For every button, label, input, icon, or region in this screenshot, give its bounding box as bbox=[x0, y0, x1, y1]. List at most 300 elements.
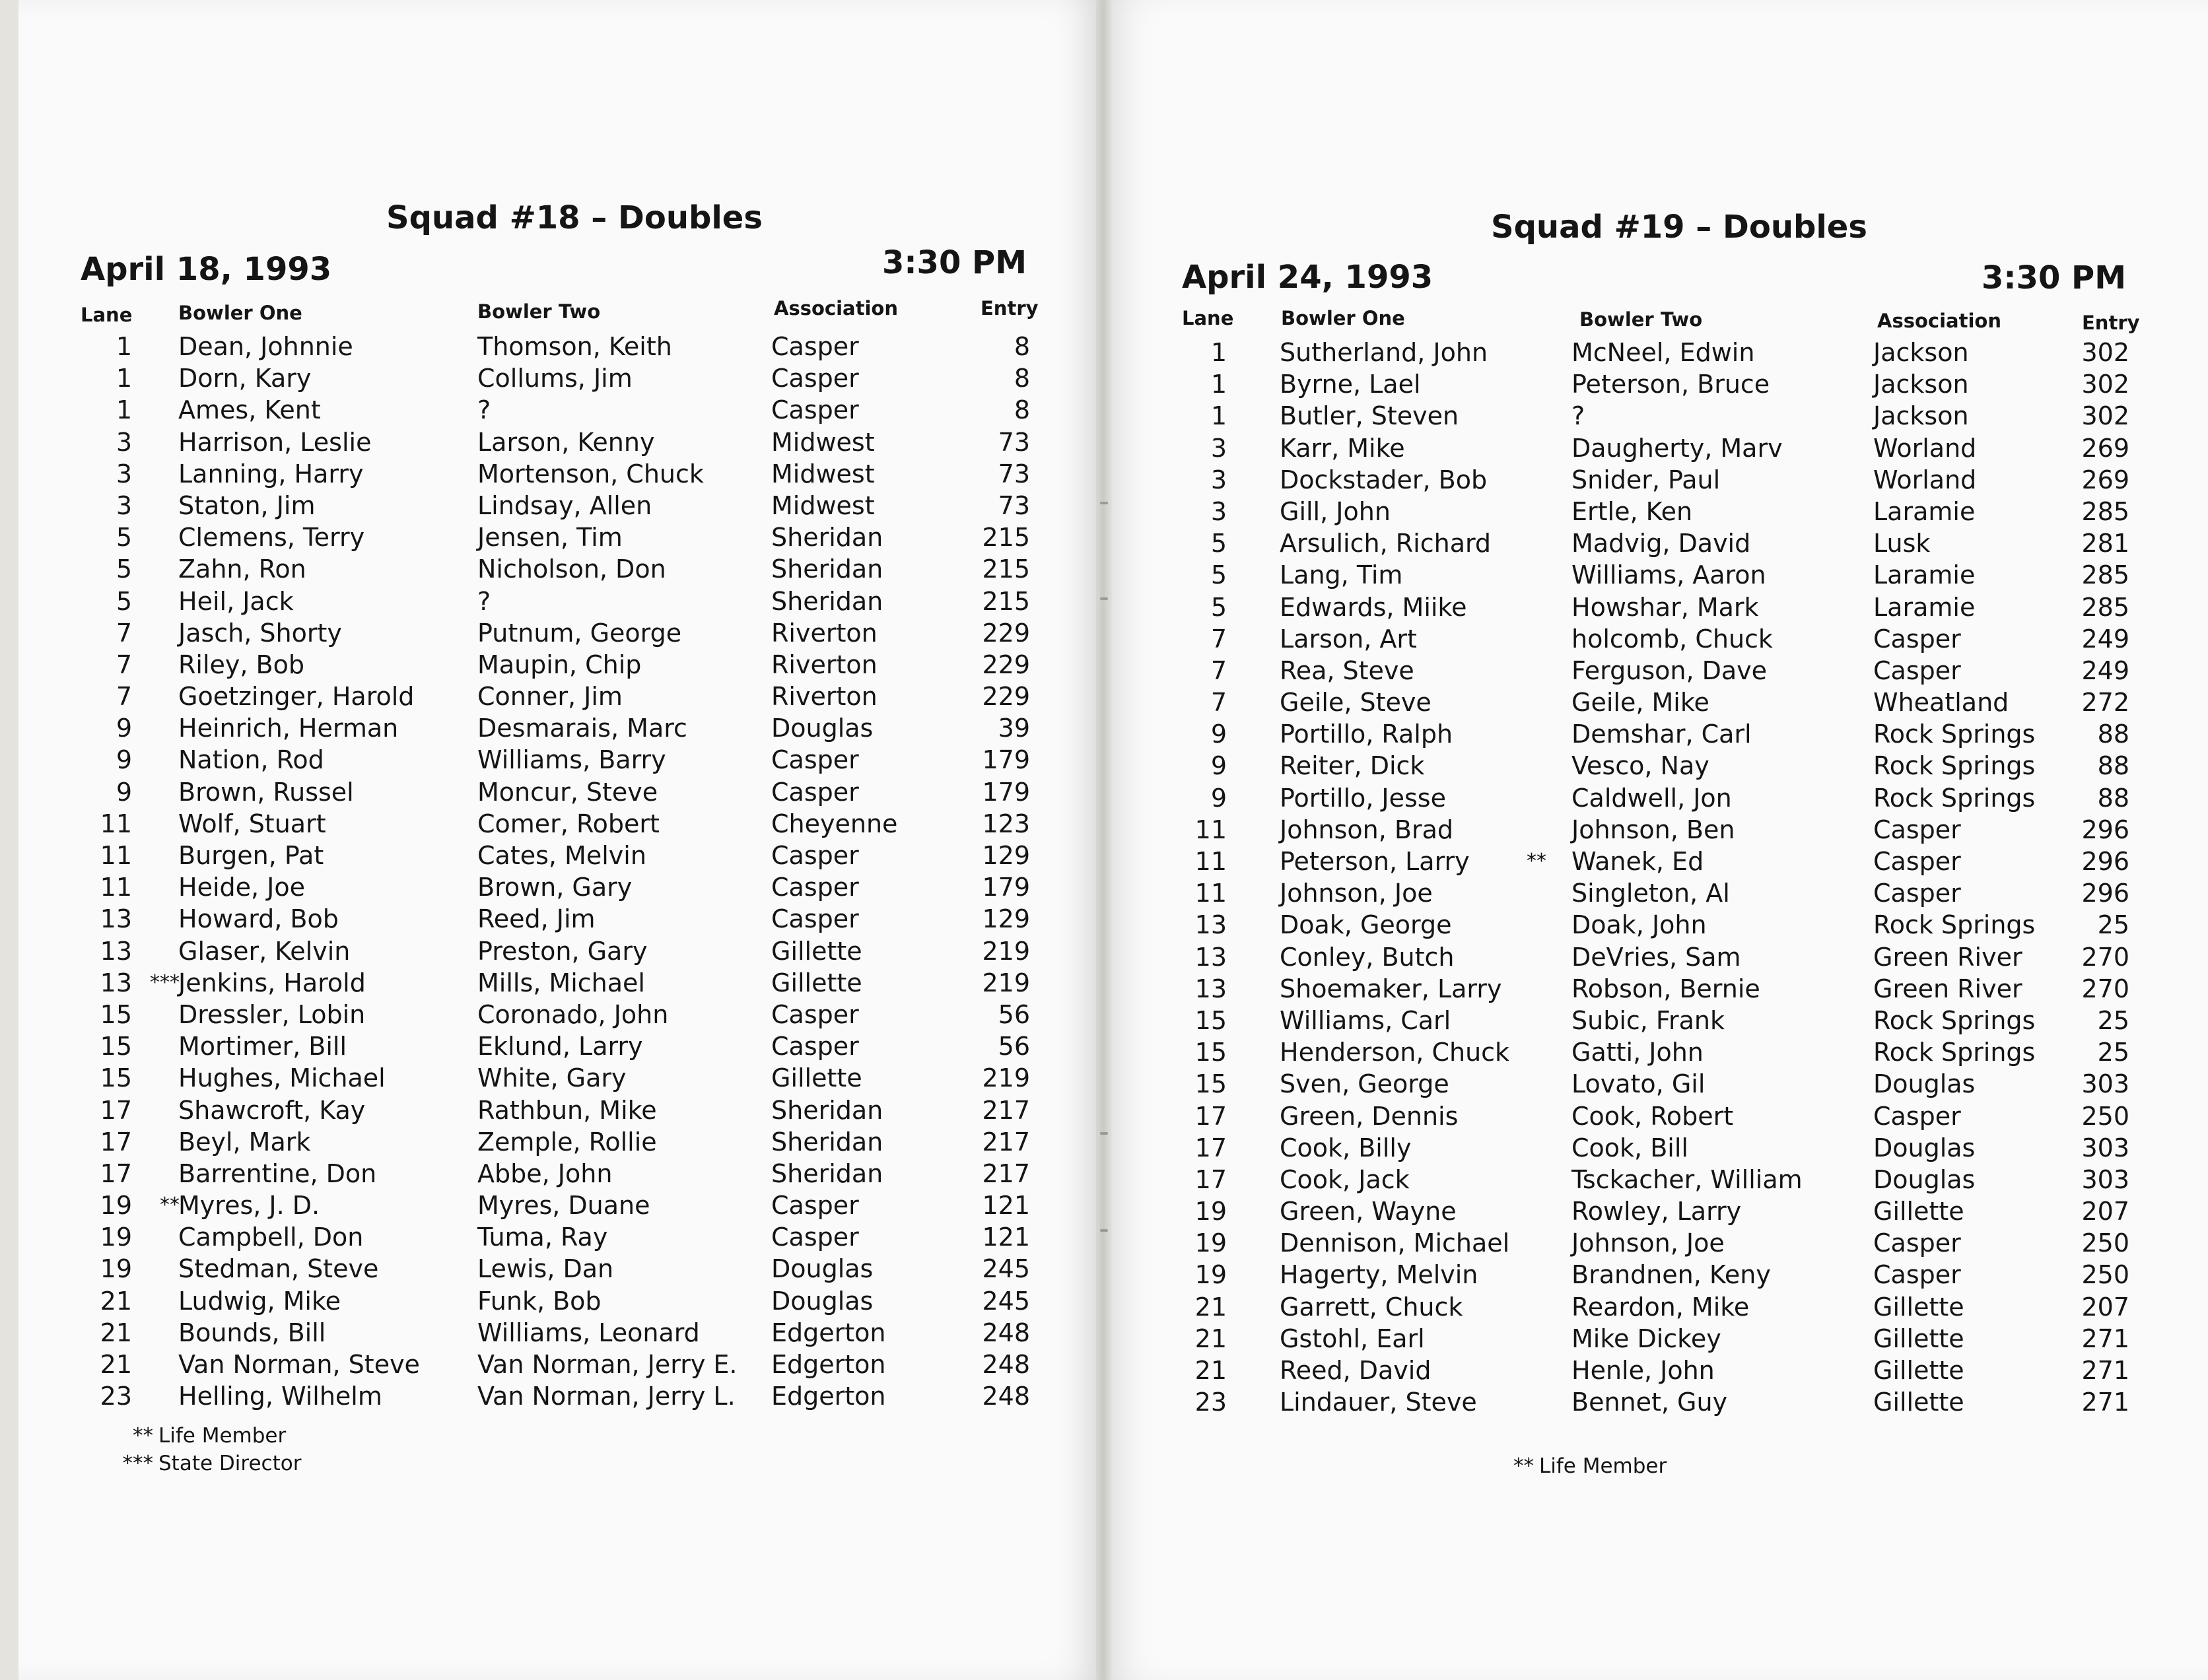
table-row bbox=[0, 1102, 2208, 1133]
bowler-two: Van Norman, Jerry L. bbox=[477, 1382, 736, 1411]
association: Rock Springs bbox=[1873, 751, 2036, 781]
bowler-two: Nicholson, Don bbox=[477, 554, 666, 584]
entry-number: 217 bbox=[982, 1127, 1030, 1157]
lane-number: 13 bbox=[100, 968, 132, 997]
association: Douglas bbox=[1873, 1069, 1976, 1099]
entry-number: 272 bbox=[2081, 688, 2129, 718]
bowler-two: Wanek, Ed bbox=[1571, 847, 1704, 876]
bowler-one: Clemens, Terry bbox=[178, 523, 365, 553]
entry-number: 296 bbox=[2081, 879, 2129, 908]
header-entry: Entry bbox=[2082, 312, 2140, 334]
entry-number: 25 bbox=[2097, 910, 2129, 940]
entry-number: 269 bbox=[2081, 465, 2129, 494]
association: Midwest bbox=[771, 427, 875, 457]
association: Lusk bbox=[1873, 529, 1931, 558]
table-row bbox=[0, 529, 2208, 560]
table-row bbox=[0, 879, 2208, 910]
table-row bbox=[0, 1356, 2208, 1388]
bowler-one: Dennison, Michael bbox=[1280, 1228, 1510, 1258]
table-row bbox=[0, 688, 2208, 720]
footnote-mark: ** bbox=[133, 1424, 153, 1448]
bowler-one: Brown, Russel bbox=[178, 777, 354, 807]
bowler-two: Cook, Robert bbox=[1571, 1101, 1734, 1131]
lane-number: 13 bbox=[100, 936, 132, 966]
lane-number: 15 bbox=[100, 1063, 132, 1093]
bowler-one: Dressler, Lobin bbox=[178, 999, 366, 1029]
association: Jackson bbox=[1873, 401, 1969, 431]
bowler-one: Nation, Rod bbox=[178, 745, 324, 775]
entry-number: 56 bbox=[998, 1032, 1030, 1061]
header-bowler-two: Bowler Two bbox=[477, 300, 601, 323]
bowler-one: Dean, Johnnie bbox=[178, 332, 353, 361]
bowler-one: Garrett, Chuck bbox=[1280, 1292, 1463, 1322]
association: Worland bbox=[1873, 433, 1977, 463]
lane-number: 3 bbox=[1210, 465, 1227, 494]
bowler-one: Helling, Wilhelm bbox=[178, 1382, 382, 1411]
entry-number: 121 bbox=[982, 1223, 1030, 1252]
bowler-two: Singleton, Al bbox=[1571, 879, 1730, 908]
bowler-one: Shawcroft, Kay bbox=[178, 1095, 366, 1125]
entry-number: 303 bbox=[2081, 1069, 2129, 1099]
bowler-two: Preston, Gary bbox=[477, 936, 648, 966]
lane-number: 11 bbox=[100, 873, 132, 902]
squad-date: April 18, 1993 bbox=[81, 251, 332, 288]
association: Worland bbox=[1873, 465, 1977, 494]
entry-number: 215 bbox=[982, 554, 1030, 584]
lane-number: 21 bbox=[1194, 1356, 1227, 1385]
lane-number: 21 bbox=[100, 1350, 132, 1379]
bowler-two: Lewis, Dan bbox=[477, 1254, 614, 1284]
entry-number: 219 bbox=[982, 968, 1030, 997]
lane-number: 19 bbox=[1194, 1260, 1227, 1290]
association: Green River bbox=[1873, 974, 2022, 1003]
lane-number: 9 bbox=[1210, 783, 1227, 813]
association: Douglas bbox=[771, 1254, 874, 1284]
entry-number: 302 bbox=[2081, 401, 2129, 431]
table-row bbox=[0, 1260, 2208, 1292]
entry-number: 179 bbox=[982, 873, 1030, 902]
bowler-one: Ames, Kent bbox=[178, 395, 321, 425]
bowler-two: Mike Dickey bbox=[1571, 1324, 1721, 1353]
table-row bbox=[0, 465, 2208, 497]
lane-number: 15 bbox=[1194, 1005, 1227, 1035]
entry-number: 217 bbox=[982, 1095, 1030, 1125]
lane-number: 19 bbox=[100, 1223, 132, 1252]
entry-number: 303 bbox=[2081, 1164, 2129, 1194]
lane-number: 13 bbox=[1194, 974, 1227, 1003]
bowler-one: Johnson, Brad bbox=[1280, 815, 1454, 844]
bowler-two: Bennet, Guy bbox=[1571, 1388, 1728, 1417]
bowler-one: Sven, George bbox=[1280, 1069, 1449, 1099]
association: Riverton bbox=[771, 682, 878, 712]
association: Casper bbox=[771, 999, 859, 1029]
bowler-one: Heinrich, Herman bbox=[178, 714, 399, 743]
header-association: Association bbox=[1877, 310, 2001, 332]
bowler-one: Portillo, Jesse bbox=[1280, 783, 1446, 813]
entry-number: 296 bbox=[2081, 815, 2129, 844]
bowler-one: Conley, Butch bbox=[1280, 942, 1455, 972]
lane-number: 13 bbox=[100, 904, 132, 934]
bowler-one: Green, Wayne bbox=[1280, 1197, 1457, 1226]
entry-number: 270 bbox=[2081, 942, 2129, 972]
bowler-two: Vesco, Nay bbox=[1571, 751, 1709, 781]
bowler-two: Comer, Robert bbox=[477, 809, 660, 838]
entry-number: 8 bbox=[1014, 332, 1030, 361]
bowler-table bbox=[0, 338, 2208, 1419]
association: Casper bbox=[771, 395, 859, 425]
bowler-two: Van Norman, Jerry E. bbox=[477, 1350, 738, 1379]
footnotes bbox=[1494, 1454, 1667, 1482]
bowler-one: Myres, J. D. bbox=[178, 1191, 320, 1221]
association: Sheridan bbox=[771, 1159, 883, 1188]
bowler-one: Doak, George bbox=[1280, 910, 1452, 940]
lane-number: 21 bbox=[100, 1318, 132, 1347]
entry-number: 248 bbox=[982, 1350, 1030, 1379]
association: Casper bbox=[1873, 624, 1961, 654]
entry-number: 73 bbox=[998, 490, 1030, 520]
entry-number: 271 bbox=[2081, 1388, 2129, 1417]
bowler-two: holcomb, Chuck bbox=[1571, 624, 1773, 654]
association: Casper bbox=[771, 1223, 859, 1252]
lane-number: 7 bbox=[1210, 655, 1227, 685]
header-association: Association bbox=[774, 297, 898, 319]
bowler-two: Peterson, Bruce bbox=[1571, 370, 1770, 399]
association: Gillette bbox=[771, 1063, 862, 1093]
association: Midwest bbox=[771, 459, 875, 488]
bowler-two: Myres, Duane bbox=[477, 1191, 650, 1221]
lane-number: 11 bbox=[100, 841, 132, 870]
entry-number: 303 bbox=[2081, 1133, 2129, 1162]
bowler-two: ? bbox=[477, 586, 491, 616]
lane-number: 21 bbox=[100, 1286, 132, 1316]
bowler-one: Arsulich, Richard bbox=[1280, 529, 1492, 558]
entry-number: 25 bbox=[2097, 1005, 2129, 1035]
bowler-two: Moncur, Steve bbox=[477, 777, 658, 807]
header-bowler-two: Bowler Two bbox=[1579, 308, 1703, 331]
lane-number: 5 bbox=[116, 554, 132, 584]
bowler-one: Mortimer, Bill bbox=[178, 1032, 347, 1061]
lane-number: 1 bbox=[116, 395, 132, 425]
footnote-text: State Director bbox=[158, 1452, 302, 1475]
lane-number: 17 bbox=[100, 1127, 132, 1157]
association: Douglas bbox=[771, 714, 874, 743]
bowler-two: Rathbun, Mike bbox=[477, 1095, 657, 1125]
table-row bbox=[0, 1038, 2208, 1069]
bowler-one: Bounds, Bill bbox=[178, 1318, 326, 1347]
association: Gillette bbox=[1873, 1324, 1964, 1353]
entry-number: 296 bbox=[2081, 847, 2129, 876]
header-lane: Lane bbox=[81, 304, 133, 326]
association: Rock Springs bbox=[1873, 1038, 2036, 1067]
entry-number: 229 bbox=[982, 618, 1030, 648]
association: Casper bbox=[1873, 1228, 1961, 1258]
bowler-one: Burgen, Pat bbox=[178, 841, 324, 870]
association: Gillette bbox=[1873, 1388, 1964, 1417]
association: Edgerton bbox=[771, 1382, 886, 1411]
table-row bbox=[0, 847, 2208, 879]
lane-number: 21 bbox=[1194, 1324, 1227, 1353]
bowler-one: Cook, Billy bbox=[1280, 1133, 1412, 1162]
entry-number: 249 bbox=[2081, 624, 2129, 654]
bowler-one: Glaser, Kelvin bbox=[178, 936, 351, 966]
bowler-one: Heide, Joe bbox=[178, 873, 306, 902]
entry-number: 179 bbox=[982, 745, 1030, 775]
bowler-two: Williams, Leonard bbox=[477, 1318, 700, 1347]
bowler-two: Subic, Frank bbox=[1571, 1005, 1725, 1035]
header-lane: Lane bbox=[1182, 307, 1234, 329]
table-row bbox=[0, 1006, 2208, 1038]
entry-number: 271 bbox=[2081, 1356, 2129, 1385]
lane-number: 9 bbox=[1210, 751, 1227, 781]
association: Rock Springs bbox=[1873, 783, 2036, 813]
lane-number: 17 bbox=[100, 1095, 132, 1125]
entry-number: 281 bbox=[2081, 529, 2129, 558]
bowler-two: Geile, Mike bbox=[1571, 688, 1709, 718]
association: Jackson bbox=[1873, 338, 1969, 367]
lane-number: 1 bbox=[1210, 401, 1227, 431]
lane-number: 11 bbox=[1194, 815, 1227, 844]
lane-number: 9 bbox=[116, 714, 132, 743]
bowler-one: Van Norman, Steve bbox=[178, 1350, 420, 1379]
bowler-two: Thomson, Keith bbox=[477, 332, 672, 361]
entry-number: 248 bbox=[982, 1318, 1030, 1347]
association: Rock Springs bbox=[1873, 910, 2036, 940]
table-row bbox=[0, 815, 2208, 847]
entry-number: 217 bbox=[982, 1159, 1030, 1188]
association: Gillette bbox=[771, 968, 862, 997]
entry-number: 179 bbox=[982, 777, 1030, 807]
lane-number: 17 bbox=[1194, 1133, 1227, 1162]
association: Gillette bbox=[1873, 1197, 1964, 1226]
table-row bbox=[0, 1133, 2208, 1165]
bowler-one: Lindauer, Steve bbox=[1280, 1388, 1477, 1417]
lane-number: 9 bbox=[116, 777, 132, 807]
bowler-one: Cook, Jack bbox=[1280, 1164, 1410, 1194]
bowler-one: Larson, Art bbox=[1280, 624, 1417, 654]
bowler-one: Karr, Mike bbox=[1280, 433, 1405, 463]
bowler-two: Abbe, John bbox=[477, 1159, 613, 1188]
association: Riverton bbox=[771, 650, 878, 679]
bowler-one: Campbell, Don bbox=[178, 1223, 364, 1252]
bowler-one: Jenkins, Harold bbox=[178, 968, 366, 997]
table-row bbox=[0, 943, 2208, 974]
bowler-two: Robson, Bernie bbox=[1571, 974, 1760, 1003]
entry-number: 215 bbox=[982, 586, 1030, 616]
entry-number: 121 bbox=[982, 1191, 1030, 1221]
association: Sheridan bbox=[771, 1127, 883, 1157]
entry-number: 123 bbox=[982, 809, 1030, 838]
association: Casper bbox=[1873, 879, 1961, 908]
entry-number: 207 bbox=[2081, 1292, 2129, 1322]
association: Gillette bbox=[771, 936, 862, 966]
bowler-two: Collums, Jim bbox=[477, 364, 633, 393]
table-row bbox=[0, 593, 2208, 624]
bowler-one: Goetzinger, Harold bbox=[178, 682, 415, 712]
lane-number: 9 bbox=[1210, 720, 1227, 749]
bowler-two: Lindsay, Allen bbox=[477, 490, 652, 520]
table-row bbox=[0, 1228, 2208, 1260]
bowler-one: Edwards, Miike bbox=[1280, 592, 1467, 622]
bowler-one: Johnson, Joe bbox=[1280, 879, 1433, 908]
association: Jackson bbox=[1873, 370, 1969, 399]
member-mark: ** bbox=[160, 1193, 180, 1217]
association: Cheyenne bbox=[771, 809, 898, 838]
bowler-one: Hagerty, Melvin bbox=[1280, 1260, 1478, 1290]
association: Casper bbox=[1873, 815, 1961, 844]
footnote-mark: ** bbox=[1513, 1454, 1534, 1478]
table-row bbox=[0, 751, 2208, 783]
association: Laramie bbox=[1873, 560, 1976, 590]
bowler-two: Ertle, Ken bbox=[1571, 496, 1693, 526]
entry-number: 25 bbox=[2097, 1038, 2129, 1067]
bowler-two: ? bbox=[477, 395, 491, 425]
bowler-two: Doak, John bbox=[1571, 910, 1707, 940]
squad-title: Squad #19 – Doubles bbox=[1491, 209, 1867, 246]
association: Douglas bbox=[1873, 1164, 1976, 1194]
bowler-two: Mills, Michael bbox=[477, 968, 645, 997]
bowler-one: Green, Dennis bbox=[1280, 1101, 1459, 1131]
association: Green River bbox=[1873, 942, 2022, 972]
squad-date: April 24, 1993 bbox=[1182, 259, 1433, 296]
bowler-one: Ludwig, Mike bbox=[178, 1286, 341, 1316]
bowler-one: Byrne, Lael bbox=[1280, 370, 1421, 399]
association: Wheatland bbox=[1873, 688, 2009, 718]
bowler-two: Tsckacher, William bbox=[1571, 1164, 1803, 1194]
association: Gillette bbox=[1873, 1292, 1964, 1322]
bowler-one: Zahn, Ron bbox=[178, 554, 306, 584]
table-row bbox=[0, 656, 2208, 688]
bowler-two: Mortenson, Chuck bbox=[477, 459, 704, 488]
bowler-two: ? bbox=[1571, 401, 1585, 431]
bowler-two: Lovato, Gil bbox=[1571, 1069, 1706, 1099]
entry-number: 88 bbox=[2097, 751, 2129, 781]
bowler-one: Henderson, Chuck bbox=[1280, 1038, 1510, 1067]
entry-number: 245 bbox=[982, 1286, 1030, 1316]
bowler-two: Howshar, Mark bbox=[1571, 592, 1759, 622]
entry-number: 250 bbox=[2081, 1101, 2129, 1131]
bowler-one: Jasch, Shorty bbox=[178, 618, 342, 648]
bowler-one: Dockstader, Bob bbox=[1280, 465, 1488, 494]
lane-number: 5 bbox=[1210, 529, 1227, 558]
bowler-two: Demshar, Carl bbox=[1571, 720, 1752, 749]
bowler-two: Williams, Barry bbox=[477, 745, 666, 775]
entry-number: 270 bbox=[2081, 974, 2129, 1003]
lane-number: 15 bbox=[100, 1032, 132, 1061]
bowler-one: Riley, Bob bbox=[178, 650, 304, 679]
entry-number: 73 bbox=[998, 427, 1030, 457]
lane-number: 1 bbox=[116, 332, 132, 361]
bowler-two: Rowley, Larry bbox=[1571, 1197, 1742, 1226]
bowler-one: Heil, Jack bbox=[178, 586, 294, 616]
entry-number: 219 bbox=[982, 1063, 1030, 1093]
association: Sheridan bbox=[771, 586, 883, 616]
lane-number: 19 bbox=[1194, 1228, 1227, 1258]
entry-number: 39 bbox=[998, 714, 1030, 743]
footnotes bbox=[114, 1424, 301, 1479]
table-row bbox=[0, 910, 2208, 942]
bowler-two: Larson, Kenny bbox=[477, 427, 655, 457]
bowler-two: Madvig, David bbox=[1571, 529, 1751, 558]
table-row bbox=[0, 1293, 2208, 1324]
association: Casper bbox=[1873, 655, 1961, 685]
bowler-one: Reed, David bbox=[1280, 1356, 1432, 1385]
bowler-two: DeVries, Sam bbox=[1571, 942, 1741, 972]
association: Casper bbox=[771, 873, 859, 902]
entry-number: 250 bbox=[2081, 1260, 2129, 1290]
bowler-one: Shoemaker, Larry bbox=[1280, 974, 1502, 1003]
association: Casper bbox=[771, 332, 859, 361]
entry-number: 302 bbox=[2081, 370, 2129, 399]
member-mark: *** bbox=[150, 970, 180, 994]
entry-number: 56 bbox=[998, 999, 1030, 1029]
lane-number: 1 bbox=[1210, 338, 1227, 367]
entry-number: 229 bbox=[982, 650, 1030, 679]
bowler-one: Stedman, Steve bbox=[178, 1254, 379, 1284]
association: Laramie bbox=[1873, 592, 1976, 622]
association: Gillette bbox=[1873, 1356, 1964, 1385]
lane-number: 15 bbox=[100, 999, 132, 1029]
table-row bbox=[0, 497, 2208, 529]
member-mark: ** bbox=[1527, 850, 1546, 873]
footnote bbox=[1494, 1454, 1667, 1482]
squad-time: 3:30 PM bbox=[1981, 259, 2126, 296]
lane-number: 15 bbox=[1194, 1069, 1227, 1099]
entry-number: 229 bbox=[982, 682, 1030, 712]
bowler-one: Gill, John bbox=[1280, 496, 1391, 526]
table-row bbox=[0, 1069, 2208, 1101]
bowler-two: Ferguson, Dave bbox=[1571, 655, 1768, 685]
bowler-one: Rea, Steve bbox=[1280, 655, 1414, 685]
bowler-two: Conner, Jim bbox=[477, 682, 623, 712]
bowler-two: McNeel, Edwin bbox=[1571, 338, 1755, 367]
entry-number: 88 bbox=[2097, 720, 2129, 749]
entry-number: 245 bbox=[982, 1254, 1030, 1284]
association: Casper bbox=[771, 364, 859, 393]
bowler-two: Henle, John bbox=[1571, 1356, 1715, 1385]
footnote-mark: *** bbox=[122, 1452, 153, 1475]
lane-number: 5 bbox=[1210, 560, 1227, 590]
bowler-two: Eklund, Larry bbox=[477, 1032, 643, 1061]
table-row bbox=[0, 338, 2208, 370]
association: Casper bbox=[1873, 1260, 1961, 1290]
footnote bbox=[114, 1452, 301, 1479]
entry-number: 302 bbox=[2081, 338, 2129, 367]
association: Riverton bbox=[771, 618, 878, 648]
footnote-text: Life Member bbox=[158, 1424, 287, 1448]
bowler-two: Snider, Paul bbox=[1571, 465, 1721, 494]
table-row bbox=[0, 720, 2208, 751]
entry-number: 88 bbox=[2097, 783, 2129, 813]
lane-number: 5 bbox=[116, 523, 132, 553]
lane-number: 17 bbox=[1194, 1101, 1227, 1131]
entry-number: 285 bbox=[2081, 592, 2129, 622]
bowler-two: Brandnen, Keny bbox=[1571, 1260, 1771, 1290]
lane-number: 3 bbox=[116, 490, 132, 520]
entry-number: 207 bbox=[2081, 1197, 2129, 1226]
header-entry: Entry bbox=[981, 297, 1039, 319]
bowler-two: Brown, Gary bbox=[477, 873, 633, 902]
association: Casper bbox=[771, 1032, 859, 1061]
lane-number: 17 bbox=[100, 1159, 132, 1188]
bowler-one: Wolf, Stuart bbox=[178, 809, 326, 838]
bowler-two: Reed, Jim bbox=[477, 904, 596, 934]
lane-number: 7 bbox=[116, 682, 132, 712]
lane-number: 23 bbox=[1194, 1388, 1227, 1417]
bowler-one: Reiter, Dick bbox=[1280, 751, 1425, 781]
table-row bbox=[0, 1197, 2208, 1228]
association: Rock Springs bbox=[1873, 720, 2036, 749]
entry-number: 8 bbox=[1014, 395, 1030, 425]
